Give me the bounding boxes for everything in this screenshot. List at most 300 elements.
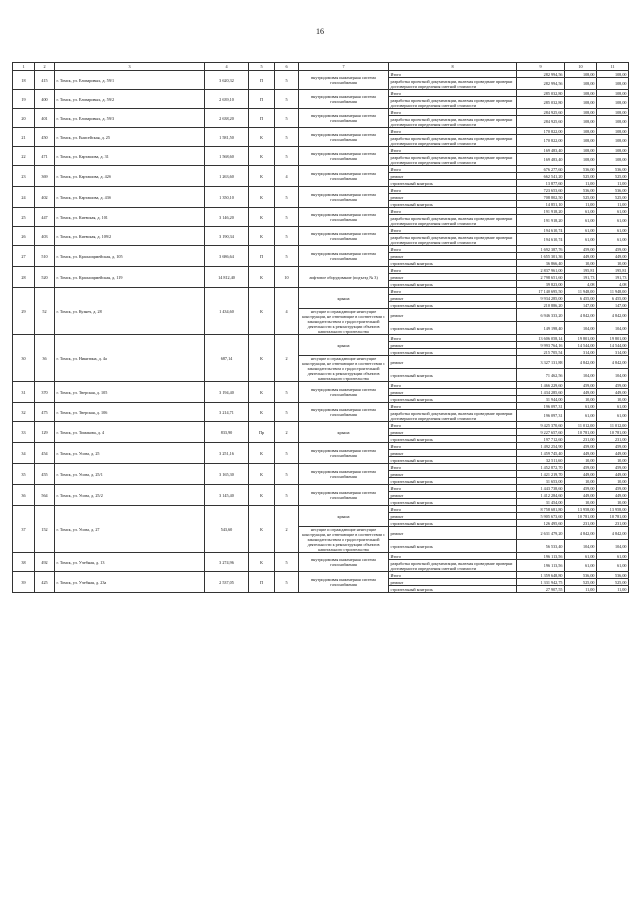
header-cell: 4 <box>205 63 249 71</box>
address-code-cell: 471 <box>35 147 55 166</box>
unit-cost-cell: 61,00 <box>565 560 597 572</box>
unit-cost-cell: 459,00 <box>565 443 597 450</box>
system-cell: несущие и ограждающие ненесущие конструкции, не отвечающие в соответствии с законодательством о градостроительной деятельности к реконструкции объектов капитального строительства <box>299 527 389 553</box>
floors-cell: 5 <box>275 553 299 572</box>
address-code-cell: 455 <box>35 464 55 485</box>
floors-cell: 2 <box>275 422 299 443</box>
cost-cell: 56 533,40 <box>517 540 565 553</box>
unit-cost-cell: 108,00 <box>565 135 597 147</box>
table-row <box>13 572 629 579</box>
address-code-cell: 450 <box>35 128 55 147</box>
limit-cost-cell: 61,00 <box>597 403 629 410</box>
limit-cost-cell: 459,00 <box>597 443 629 450</box>
wall-material-cell: К <box>249 506 275 553</box>
limit-cost-cell: 108,00 <box>597 147 629 154</box>
cost-cell: 3 327 131,88 <box>517 356 565 369</box>
limit-cost-cell: 108,00 <box>597 71 629 78</box>
area-cell: 543,60 <box>205 506 249 553</box>
address-cell: г. Томск, ул. Усова, д. 25 <box>55 443 205 464</box>
row-number-cell: 19 <box>13 90 35 109</box>
work-type-cell: Итого <box>389 147 517 154</box>
unit-cost-cell: 104,00 <box>565 322 597 335</box>
cost-cell: 2 631 479,20 <box>517 527 565 540</box>
table-row <box>13 464 629 471</box>
unit-cost-cell: 108,00 <box>565 97 597 109</box>
table-row <box>13 422 629 429</box>
limit-cost-cell: 11 012,00 <box>597 422 629 429</box>
header-cell: 3 <box>55 63 205 71</box>
wall-material-cell: К <box>249 166 275 187</box>
work-type-cell: строительный контроль <box>389 201 517 208</box>
limit-cost-cell: 10,00 <box>597 260 629 267</box>
area-cell: 3 620,32 <box>205 71 249 90</box>
unit-cost-cell: 195,81 <box>565 267 597 274</box>
cost-cell: 191 918,20 <box>517 215 565 227</box>
cost-cell: 169 483,40 <box>517 147 565 154</box>
limit-cost-cell: 4,08 <box>597 281 629 288</box>
cost-cell: 126 495,60 <box>517 520 565 527</box>
limit-cost-cell: 108,00 <box>597 90 629 97</box>
row-number-cell: 37 <box>13 506 35 553</box>
table-row <box>13 443 629 450</box>
cost-cell: 31 454,00 <box>517 499 565 506</box>
wall-material-cell: К <box>249 208 275 227</box>
address-code-cell: 454 <box>35 443 55 464</box>
area-cell: 3 145,40 <box>205 485 249 506</box>
cost-cell: 13 877,60 <box>517 180 565 187</box>
floors-cell: 5 <box>275 382 299 403</box>
address-code-cell: 370 <box>35 382 55 403</box>
floors-cell: 5 <box>275 246 299 267</box>
table-row <box>13 267 629 274</box>
cost-cell: 196 113,56 <box>517 553 565 560</box>
limit-cost-cell: 108,00 <box>597 128 629 135</box>
cost-cell: 708 802,50 <box>517 194 565 201</box>
table-row <box>13 485 629 492</box>
work-type-cell: строительный контроль <box>389 436 517 443</box>
limit-cost-cell: 449,00 <box>597 389 629 396</box>
work-type-cell: Итого <box>389 572 517 579</box>
cost-cell: 39 823,00 <box>517 281 565 288</box>
cost-cell: 1 434 285,60 <box>517 389 565 396</box>
unit-cost-cell: 231,00 <box>565 520 597 527</box>
limit-cost-cell: 61,00 <box>597 215 629 227</box>
floors-cell: 5 <box>275 485 299 506</box>
area-cell: 687,14 <box>205 335 249 382</box>
unit-cost-cell: 108,00 <box>565 147 597 154</box>
table-row <box>13 335 629 342</box>
header-cell: 6 <box>275 63 299 71</box>
address-code-cell: 403 <box>35 227 55 246</box>
address-code-cell: 369 <box>35 166 55 187</box>
work-type-cell: Итого <box>389 335 517 342</box>
cost-cell: 170 822,00 <box>517 135 565 147</box>
unit-cost-cell: 10,00 <box>565 396 597 403</box>
row-number-cell: 34 <box>13 443 35 464</box>
limit-cost-cell: 10,00 <box>597 499 629 506</box>
limit-cost-cell: 108,00 <box>597 135 629 147</box>
address-code-cell: 400 <box>35 90 55 109</box>
system-cell: внутридомовая инженерная система газоснабжения <box>299 109 389 128</box>
floors-cell: 5 <box>275 572 299 593</box>
address-code-cell: 152 <box>35 506 55 553</box>
cost-cell: 662 541,20 <box>517 173 565 180</box>
area-cell: 1 263,60 <box>205 166 249 187</box>
system-cell: внутридомовая инженерная система газоснабжения <box>299 572 389 593</box>
cost-cell: 1 655 301,36 <box>517 253 565 260</box>
limit-cost-cell: 11,00 <box>597 180 629 187</box>
row-number-cell: 24 <box>13 187 35 208</box>
wall-material-cell: К <box>249 464 275 485</box>
cost-cell: 5 905 673,60 <box>517 513 565 520</box>
row-number-cell: 32 <box>13 403 35 422</box>
address-cell: г. Томск, ул. Тимакова, д. 4 <box>55 422 205 443</box>
work-type-cell: Итого <box>389 208 517 215</box>
system-cell: крыша <box>299 288 389 309</box>
address-code-cell: 52 <box>35 288 55 335</box>
limit-cost-cell: 108,00 <box>597 97 629 109</box>
table-row <box>13 90 629 97</box>
limit-cost-cell: 231,00 <box>597 436 629 443</box>
work-type-cell: Итого <box>389 485 517 492</box>
limit-cost-cell: 191,73 <box>597 274 629 281</box>
work-type-cell: строительный контроль <box>389 586 517 593</box>
work-type-cell: ремонт <box>389 513 517 520</box>
system-cell: внутридомовая инженерная система газоснабжения <box>299 208 389 227</box>
area-cell: 3 165,30 <box>205 464 249 485</box>
cost-cell: 191 918,20 <box>517 208 565 215</box>
unit-cost-cell: 61,00 <box>565 553 597 560</box>
table-row <box>13 553 629 560</box>
table-row <box>13 147 629 154</box>
limit-cost-cell: 10,00 <box>597 457 629 464</box>
wall-material-cell: К <box>249 128 275 147</box>
row-number-cell: 21 <box>13 128 35 147</box>
limit-cost-cell: 459,00 <box>597 246 629 253</box>
cost-cell: 284 925,60 <box>517 116 565 128</box>
address-cell: г. Томск, ул. Киевская, д. 101 <box>55 208 205 227</box>
work-type-cell: Итого <box>389 553 517 560</box>
limit-cost-cell: 4 842,00 <box>597 356 629 369</box>
address-cell: г. Томск, ул. Елизаровых, д. 59/1 <box>55 71 205 90</box>
unit-cost-cell: 61,00 <box>565 227 597 234</box>
work-type-cell: Итого <box>389 403 517 410</box>
unit-cost-cell: 4 842,00 <box>565 527 597 540</box>
unit-cost-cell: 11 948,00 <box>565 288 597 295</box>
wall-material-cell: К <box>249 335 275 382</box>
work-type-cell: строительный контроль <box>389 349 517 356</box>
system-cell: крыша <box>299 335 389 356</box>
system-cell: внутридомовая инженерная система газоснабжения <box>299 246 389 267</box>
floors-cell: 2 <box>275 506 299 553</box>
row-number-cell: 27 <box>13 246 35 267</box>
work-type-cell: Итого <box>389 506 517 513</box>
work-type-cell: разработка проектной документации, включая проведение проверки достоверности определения сметной стоимости <box>389 154 517 166</box>
limit-cost-cell: 459,00 <box>597 464 629 471</box>
limit-cost-cell: 61,00 <box>597 227 629 234</box>
work-type-cell: Итого <box>389 267 517 274</box>
area-cell: 2 537,05 <box>205 572 249 593</box>
cost-cell: 9 227 657,60 <box>517 429 565 436</box>
wall-material-cell: К <box>249 147 275 166</box>
unit-cost-cell: 147,00 <box>565 302 597 309</box>
table-row <box>13 187 629 194</box>
system-cell: крыша <box>299 422 389 443</box>
work-type-cell: разработка проектной документации, включая проведение проверки достоверности определения сметной стоимости <box>389 560 517 572</box>
work-type-cell: Итого <box>389 464 517 471</box>
cost-cell: 284 925,60 <box>517 109 565 116</box>
row-number-cell: 36 <box>13 485 35 506</box>
system-cell: внутридомовая инженерная система газоснабжения <box>299 147 389 166</box>
table-row <box>13 288 629 295</box>
unit-cost-cell: 536,00 <box>565 187 597 194</box>
cost-cell: 196 097,31 <box>517 403 565 410</box>
work-type-cell: строительный контроль <box>389 478 517 485</box>
row-number-cell: 38 <box>13 553 35 572</box>
limit-cost-cell: 13 958,00 <box>597 506 629 513</box>
wall-material-cell: К <box>249 187 275 208</box>
address-code-cell: 492 <box>35 553 55 572</box>
work-type-cell: ремонт <box>389 527 517 540</box>
capital-repair-table <box>12 62 629 593</box>
table-row <box>13 382 629 389</box>
limit-cost-cell: 108,00 <box>597 154 629 166</box>
cost-cell: 170 822,00 <box>517 128 565 135</box>
wall-material-cell: П <box>249 246 275 267</box>
unit-cost-cell: 4,08 <box>565 281 597 288</box>
unit-cost-cell: 459,00 <box>565 464 597 471</box>
unit-cost-cell: 459,00 <box>565 485 597 492</box>
work-type-cell: Итого <box>389 443 517 450</box>
limit-cost-cell: 108,00 <box>597 78 629 90</box>
work-type-cell: строительный контроль <box>389 540 517 553</box>
cost-cell: 1 452 872,70 <box>517 464 565 471</box>
row-number-cell: 31 <box>13 382 35 403</box>
address-cell: г. Томск, ул. Енисейская, д. 25 <box>55 128 205 147</box>
unit-cost-cell: 449,00 <box>565 471 597 478</box>
row-number-cell: 29 <box>13 288 35 335</box>
work-type-cell: Итого <box>389 422 517 429</box>
system-cell: крыша <box>299 506 389 527</box>
unit-cost-cell: 525,00 <box>565 173 597 180</box>
area-cell: 3 214,71 <box>205 403 249 422</box>
work-type-cell: строительный контроль <box>389 260 517 267</box>
unit-cost-cell: 449,00 <box>565 450 597 457</box>
system-cell: внутридомовая инженерная система газоснабжения <box>299 128 389 147</box>
system-cell: внутридомовая инженерная система газоснабжения <box>299 166 389 187</box>
work-type-cell: Итого <box>389 128 517 135</box>
unit-cost-cell: 4 842,00 <box>565 309 597 322</box>
cost-cell: 1 459 745,40 <box>517 450 565 457</box>
limit-cost-cell: 61,00 <box>597 234 629 246</box>
unit-cost-cell: 525,00 <box>565 579 597 586</box>
wall-material-cell: К <box>249 553 275 572</box>
floors-cell: 5 <box>275 109 299 128</box>
address-cell: г. Томск, ул. Елизаровых, д. 59/2 <box>55 90 205 109</box>
work-type-cell: строительный контроль <box>389 302 517 309</box>
cost-cell: 196 113,56 <box>517 560 565 572</box>
row-number-cell: 22 <box>13 147 35 166</box>
work-type-cell: ремонт <box>389 579 517 586</box>
address-cell: г. Томск, ул. Карташова, д. 31 <box>55 147 205 166</box>
cost-cell: 31 944,00 <box>517 396 565 403</box>
system-cell: внутридомовая инженерная система газоснабжения <box>299 443 389 464</box>
cost-cell: 1 492 254,90 <box>517 443 565 450</box>
work-type-cell: строительный контроль <box>389 499 517 506</box>
unit-cost-cell: 11,00 <box>565 201 597 208</box>
work-type-cell: Итого <box>389 288 517 295</box>
unit-cost-cell: 108,00 <box>565 154 597 166</box>
address-cell: г. Томск, ул. Тверская, д. 105 <box>55 382 205 403</box>
address-cell: г. Томск, ул. Учебная, д. 23а <box>55 572 205 593</box>
unit-cost-cell: 108,00 <box>565 128 597 135</box>
work-type-cell: Итого <box>389 227 517 234</box>
row-number-cell: 25 <box>13 208 35 227</box>
address-code-cell: 520 <box>35 267 55 288</box>
work-type-cell: ремонт <box>389 389 517 396</box>
unit-cost-cell: 61,00 <box>565 410 597 422</box>
work-type-cell: ремонт <box>389 492 517 499</box>
cost-cell: 194 610,74 <box>517 227 565 234</box>
cost-cell: 9 934 285,00 <box>517 295 565 302</box>
unit-cost-cell: 19 801,00 <box>565 335 597 342</box>
row-number-cell: 18 <box>13 71 35 90</box>
header-cell: 2 <box>35 63 55 71</box>
system-cell: внутридомовая инженерная система газоснабжения <box>299 464 389 485</box>
work-type-cell: разработка проектной документации, включая проведение проверки достоверности определения сметной стоимости <box>389 410 517 422</box>
wall-material-cell: П <box>249 572 275 593</box>
row-number-cell: 33 <box>13 422 35 443</box>
floors-cell: 5 <box>275 90 299 109</box>
table-row <box>13 71 629 78</box>
floors-cell: 5 <box>275 208 299 227</box>
limit-cost-cell: 104,00 <box>597 322 629 335</box>
work-type-cell: ремонт <box>389 429 517 436</box>
system-cell: внутридомовая инженерная система газоснабжения <box>299 553 389 572</box>
address-code-cell: 129 <box>35 422 55 443</box>
work-type-cell: разработка проектной документации, включая проведение проверки достоверности определения сметной стоимости <box>389 116 517 128</box>
work-type-cell: строительный контроль <box>389 281 517 288</box>
work-type-cell: Итого <box>389 166 517 173</box>
area-cell: 1 434,60 <box>205 288 249 335</box>
header-cell: 5 <box>249 63 275 71</box>
cost-cell: 8 758 681,80 <box>517 506 565 513</box>
wall-material-cell: К <box>249 288 275 335</box>
row-number-cell: 35 <box>13 464 35 485</box>
unit-cost-cell: 6 455,00 <box>565 295 597 302</box>
unit-cost-cell: 10 781,00 <box>565 429 597 436</box>
unit-cost-cell: 61,00 <box>565 403 597 410</box>
unit-cost-cell: 10,00 <box>565 260 597 267</box>
address-code-cell: 564 <box>35 485 55 506</box>
cost-cell: 71 462,56 <box>517 369 565 382</box>
floors-cell: 4 <box>275 288 299 335</box>
unit-cost-cell: 11,00 <box>565 586 597 593</box>
unit-cost-cell: 459,00 <box>565 246 597 253</box>
system-cell: несущие и ограждающие ненесущие конструкции, не отвечающие в соответствии с законодательством о градостроительной деятельности к реконструкции объектов капитального строительства <box>299 356 389 382</box>
cost-cell: 2 837 961,00 <box>517 267 565 274</box>
limit-cost-cell: 314,00 <box>597 349 629 356</box>
row-number-cell: 23 <box>13 166 35 187</box>
address-cell: г. Томск, ул. Усова, д. 25/1 <box>55 464 205 485</box>
wall-material-cell: К <box>249 267 275 288</box>
address-cell: г. Томск, ул. Карташова, д. 42б <box>55 166 205 187</box>
address-cell: г. Томск, ул. Киевская, д. 109/2 <box>55 227 205 246</box>
limit-cost-cell: 104,00 <box>597 369 629 382</box>
limit-cost-cell: 61,00 <box>597 208 629 215</box>
system-cell: внутридомовая инженерная система газоснабжения <box>299 382 389 403</box>
work-type-cell: разработка проектной документации, включая проведение проверки достоверности определения сметной стоимости <box>389 78 517 90</box>
address-cell: г. Томск, ул. Никитина, д. 4а <box>55 335 205 382</box>
area-cell: 2 639,10 <box>205 90 249 109</box>
cost-cell: 285 032,80 <box>517 90 565 97</box>
header-cell: 7 <box>299 63 389 71</box>
cost-cell: 194 610,74 <box>517 234 565 246</box>
limit-cost-cell: 11 948,00 <box>597 288 629 295</box>
floors-cell: 5 <box>275 147 299 166</box>
floors-cell: 5 <box>275 187 299 208</box>
limit-cost-cell: 525,00 <box>597 579 629 586</box>
address-cell: г. Томск, ул. Кузнеч, д. 28 <box>55 288 205 335</box>
unit-cost-cell: 13 958,00 <box>565 506 597 513</box>
cost-cell: 6 946 333,20 <box>517 309 565 322</box>
limit-cost-cell: 61,00 <box>597 553 629 560</box>
area-cell: 1 568,60 <box>205 147 249 166</box>
wall-material-cell: К <box>249 382 275 403</box>
work-type-cell: Итого <box>389 71 517 78</box>
cost-cell: 1 331 942,75 <box>517 579 565 586</box>
limit-cost-cell: 11,00 <box>597 201 629 208</box>
work-type-cell: ремонт <box>389 295 517 302</box>
limit-cost-cell: 4 842,00 <box>597 527 629 540</box>
limit-cost-cell: 536,00 <box>597 187 629 194</box>
unit-cost-cell: 104,00 <box>565 369 597 382</box>
unit-cost-cell: 61,00 <box>565 215 597 227</box>
cost-cell: 36 866,40 <box>517 260 565 267</box>
limit-cost-cell: 449,00 <box>597 253 629 260</box>
address-code-cell: 447 <box>35 208 55 227</box>
unit-cost-cell: 191,73 <box>565 274 597 281</box>
limit-cost-cell: 108,00 <box>597 109 629 116</box>
table-row <box>13 246 629 253</box>
unit-cost-cell: 10 781,00 <box>565 513 597 520</box>
row-number-cell: 30 <box>13 335 35 382</box>
unit-cost-cell: 61,00 <box>565 208 597 215</box>
limit-cost-cell: 108,00 <box>597 116 629 128</box>
system-cell: внутридомовая инженерная система газоснабжения <box>299 227 389 246</box>
address-cell: г. Томск, ул. Учебная, д. 13 <box>55 553 205 572</box>
wall-material-cell: П <box>249 90 275 109</box>
unit-cost-cell: 14 544,00 <box>565 342 597 349</box>
address-code-cell: 402 <box>35 187 55 208</box>
header-cell: 10 <box>565 63 597 71</box>
cost-cell: 197 712,60 <box>517 436 565 443</box>
unit-cost-cell: 108,00 <box>565 109 597 116</box>
work-type-cell: Итого <box>389 246 517 253</box>
limit-cost-cell: 147,00 <box>597 302 629 309</box>
limit-cost-cell: 10 781,00 <box>597 513 629 520</box>
floors-cell: 2 <box>275 335 299 382</box>
wall-material-cell: К <box>249 403 275 422</box>
work-type-cell: разработка проектной документации, включая проведение проверки достоверности определения сметной стоимости <box>389 97 517 109</box>
floors-cell: 4 <box>275 166 299 187</box>
cost-cell: 285 032,80 <box>517 97 565 109</box>
header-cell: 9 <box>517 63 565 71</box>
floors-cell: 10 <box>275 267 299 288</box>
area-cell: 3 146,20 <box>205 208 249 227</box>
area-cell: 1 350,10 <box>205 187 249 208</box>
work-type-cell: ремонт <box>389 309 517 322</box>
